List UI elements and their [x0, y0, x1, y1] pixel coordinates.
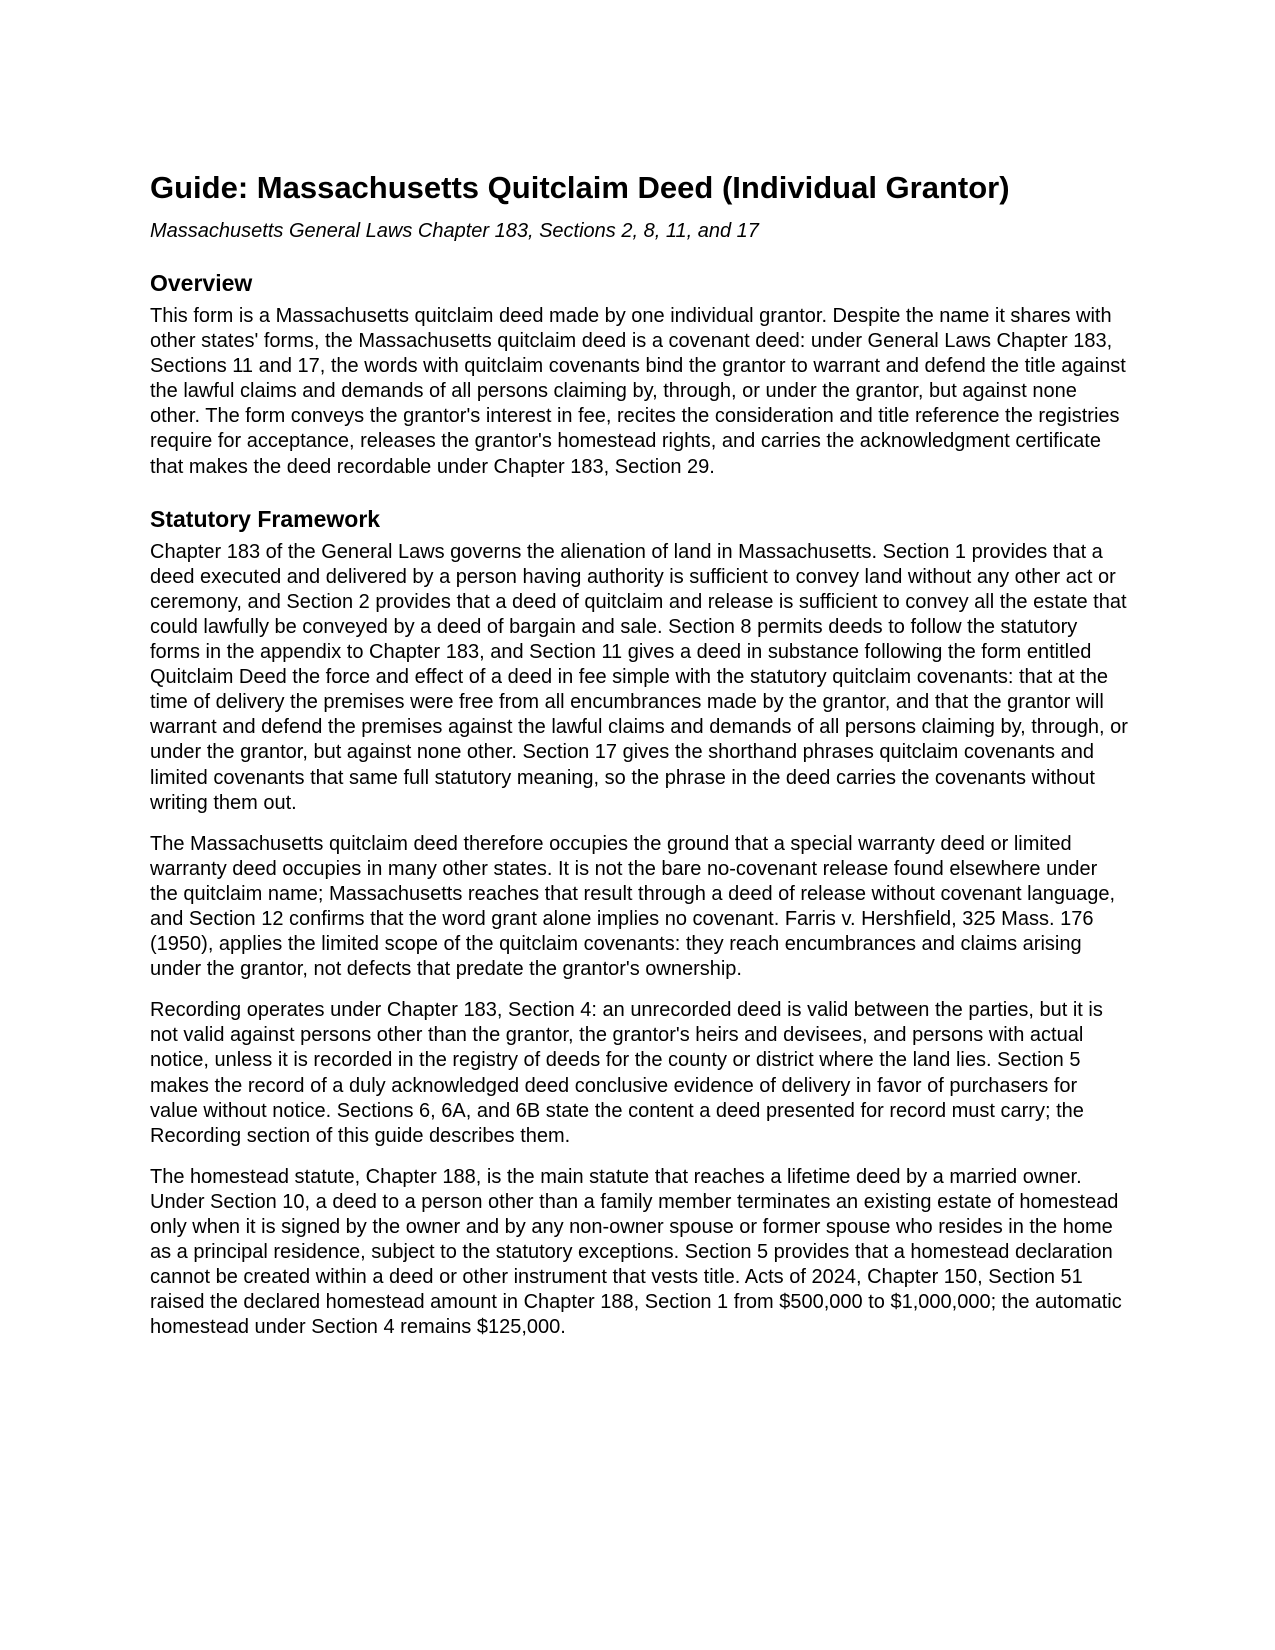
paragraph: The homestead statute, Chapter 188, is the main statute that reaches a lifetime deed by a married owner. Under Section 10, a deed to a person other than a family member terminates an existing estate of homestead only when it is signed by the owner and by any non-owner spouse or former spouse who resides in the home as a principal residence, subject to the statutory exceptions. Section 5 provides that a homestead declaration cannot be created within a deed or other instrument that vests title. Acts of 2024, Chapter 150, Section 51 raised the declared homestead amount in Chapter 188, Section 1 from $500,000 to $1,000,000; the automatic homestead under Section 4 remains $125,000. — [150, 1165, 1122, 1339]
document-subtitle: Massachusetts General Laws Chapter 183, Sections 2, 8, 11, and 17 — [150, 220, 759, 242]
paragraph: The Massachusetts quitclaim deed therefore occupies the ground that a special warranty deed or limited warranty deed occupies in many other states. It is not the bare no-covenant release found elsewhere under the quitclaim name; Massachusetts reaches that result through a deed of release without covenant language, and Section 12 confirms that the word grant alone implies no covenant. Farris v. Hershfield, 325 Mass. 176 (1950), applies the limited scope of the quitclaim covenants: they reach encumbrances and claims arising under the grantor, not defects that predate the grantor's ownership. — [150, 832, 1116, 981]
paragraph: This form is a Massachusetts quitclaim deed made by one individual grantor. Despite the name it shares with other states' forms, the Massachusetts quitclaim deed is a covenant deed: under General Laws Chapter 183, Sections 11 and 17, the words with quitclaim covenants bind the grantor to warrant and defend the title against the lawful claims and demands of all persons claiming by, through, or under the grantor, but against none other. The form conveys the grantor's interest in fee, recites the consideration and title reference the registries require for acceptance, releases the grantor's homestead rights, and carries the acknowledgment certificate that makes the deed recordable under Chapter 183, Section 29. — [150, 305, 1126, 478]
section-overview — [150, 268, 1130, 480]
document-title: Guide: Massachusetts Quitclaim Deed (Individual Grantor) — [150, 170, 1010, 205]
section-statutory-framework — [150, 504, 1130, 1341]
section-heading-overview: Overview — [150, 270, 253, 296]
paragraph: Chapter 183 of the General Laws governs the alienation of land in Massachusetts. Section 1 provides that a deed executed and delivered by a person having authority is sufficient to convey land without any other act or ceremony, and Section 2 provides that a deed of quitclaim and release is sufficient to convey all the estate that could lawfully be conveyed by a deed of bargain and sale. Section 8 permits deeds to follow the statutory forms in the appendix to Chapter 183, and Section 11 gives a deed in substance following the form entitled Quitclaim Deed the force and effect of a deed in fee simple with the statutory quitclaim covenants: that at the time of delivery the premises were free from all encumbrances made by the grantor, and that the grantor will warrant and defend the premises against the lawful claims and demands of all persons claiming by, through, or under the grantor, but against none other. Section 17 gives the shorthand phrases quitclaim covenants and limited covenants that same full statutory meaning, so the phrase in the deed carries the covenants without writing them out. — [150, 540, 1128, 814]
section-heading-statutory-framework: Statutory Framework — [150, 505, 381, 532]
document-page — [150, 168, 1130, 1340]
paragraph: Recording operates under Chapter 183, Section 4: an unrecorded deed is valid between the parties, but it is not valid against persons other than the grantor, the grantor's heirs and devisees, and persons with actual notice, unless it is recorded in the registry of deeds for the county or district where the land lies. Section 5 makes the record of a duly acknowledged deed conclusive evidence of delivery in favor of purchasers for value without notice. Sections 6, 6A, and 6B state the content a deed presented for record must carry; the Recording section of this guide describes them. — [150, 999, 1103, 1147]
